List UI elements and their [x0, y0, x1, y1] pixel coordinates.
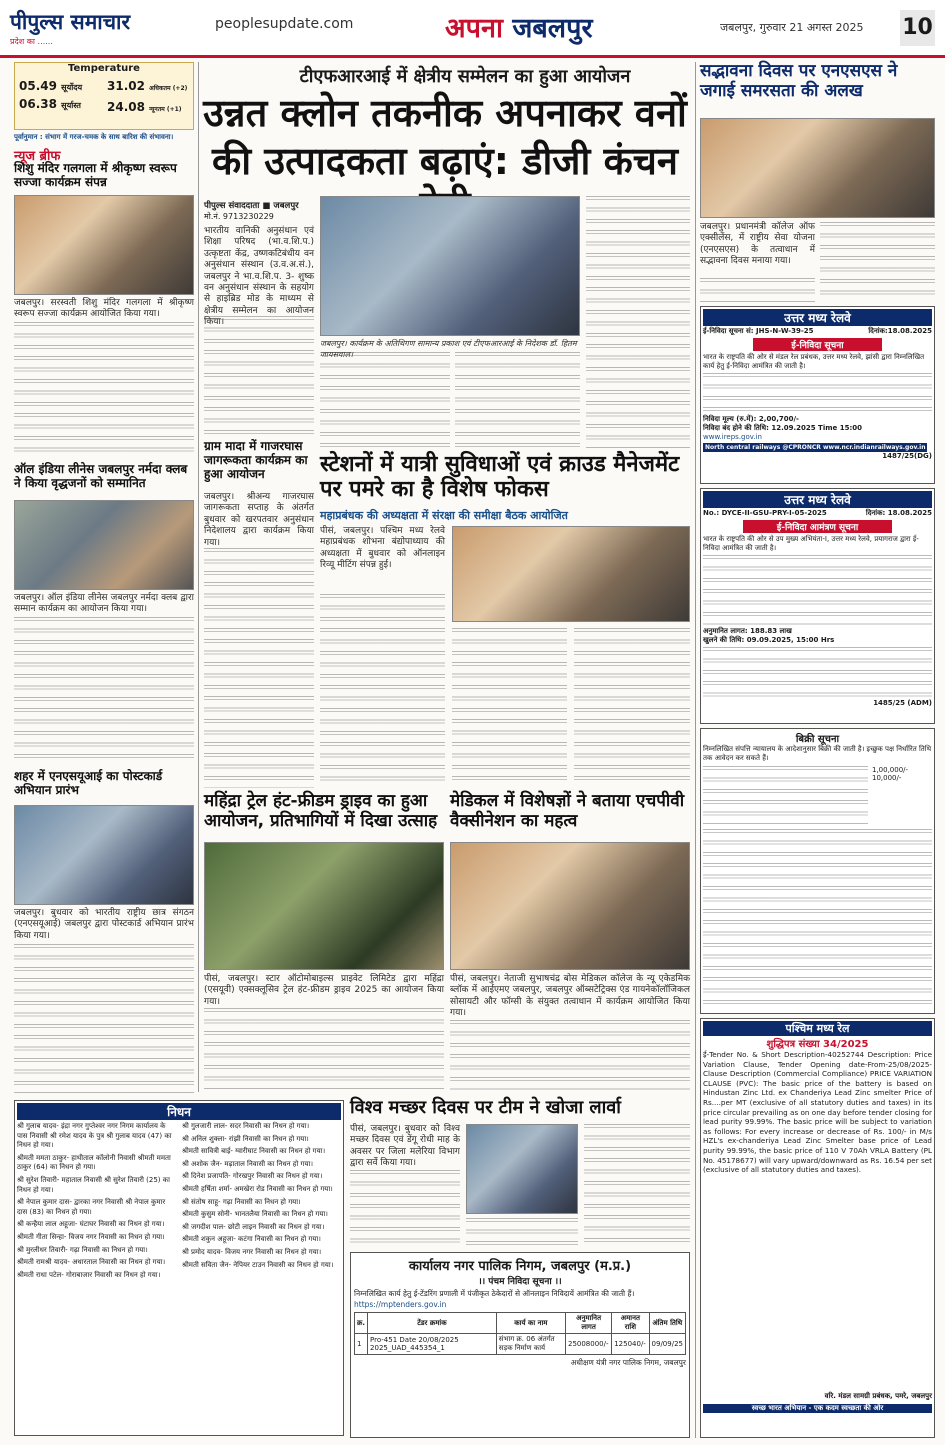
obituary-item: श्री दिनेश प्रजापति- गोरखपुर निवासी का निधन हो गया। [182, 1172, 323, 1181]
obituary-item: श्री गुलजारी लाल- सदर निवासी का निधन हो गया। [182, 1122, 310, 1130]
municipal-title: कार्यालय नगर पालिक निगम, जबलपुर (म.प्र.) [408, 1259, 632, 1274]
municipal-header-cell: अनुमानित लागत [565, 1313, 611, 1334]
obituary-box [14, 1100, 344, 1436]
obituary-title: निधन [17, 1103, 341, 1120]
medical-body [450, 1020, 690, 1090]
mahindra-body [204, 1008, 444, 1090]
corr-sign: वरि. मंडल सामग्री प्रबंधक, पमरे, जबलपुर [824, 1392, 932, 1400]
obituary-item: श्रीमती सविता जैन- नेपियर टाउन निवासी का निधन हो गया। [182, 1260, 334, 1269]
lead-col-5 [586, 196, 690, 448]
ncr1-code: 1487/25(DG) [882, 452, 932, 460]
municipal-body: निम्नलिखित कार्य हेतु ई-टेंडरिंग प्रणाली में पंजीकृत ठेकेदारों से ऑनलाइन निविदायें आमंत्रित की जाती हैं। [354, 1289, 635, 1298]
ncr2-band: ई-निविदा आमंत्रण सूचना [743, 520, 892, 533]
mahindra-lead: पीसं, जबलपुर। स्टार ऑटोमोबाइल्स प्राइवेट लिमिटेड द्वारा महिंद्रा (एसयूवी) एक्सक्लूसिव ट्रेल हंट-फ्रीडम ड्राइव 2025 का आयोजन किया गया। [204, 974, 444, 1007]
sale-header: बिक्री सूचना [795, 734, 840, 745]
brief-2-body [14, 617, 194, 765]
corrigendum-notice [700, 1018, 935, 1438]
rail-lead: पीसं, जबलपुर। पश्चिम मध्य रेलवे महाप्रबंधक शोभना बंद्योपाध्याय की अध्यक्षता में बुधवार को ऑनलाइन रिव्यू मीटिंग संपन्न हुई। [320, 526, 445, 571]
brief-3-body [14, 944, 194, 1094]
municipal-cell: 09/09/25 [649, 1334, 685, 1355]
page-number: 10 [900, 10, 935, 46]
ncr1-ref: ई-निविदा सूचना सं: JHS-N-W-39-25 [703, 327, 814, 335]
column-rule-left [198, 62, 199, 1092]
sadbhavna-lead: जबलपुर। प्रधानमंत्री कॉलेज ऑफ एक्सीलेंस, में राष्ट्रीय सेवा योजना (एनएसएस) के तत्वाधान में सद्भावना दिवस मनाया गया। [700, 222, 815, 267]
sale-table [703, 766, 868, 826]
corr-title: शुद्धिपत्र संख्या 34/2025 [766, 1039, 869, 1050]
municipal-cell: Pro-451 Date 20/08/2025 2025_UAD_445354_1 [368, 1334, 497, 1355]
newspaper-logo: पीपुल्स समाचार प्रदेश का ...... [10, 10, 131, 46]
municipal-header-cell: क्र. [355, 1313, 368, 1334]
weather-title: Temperature [68, 63, 140, 74]
obituary-item: श्रीमती शकुन अहूजा- कटंगा निवासी का निधन हो गया। [182, 1235, 321, 1244]
obituary-item: श्री नेपाल कुमार दास- द्वारका नगर निवासी श्री नेपाल कुमार दास (83) का निधन हो गया। [17, 1198, 166, 1216]
lead-byline: पीपुल्स संवाददाता ■ जबलपुर [204, 201, 299, 211]
ncr2-amount: अनुमानित लागत: 188.83 लाख [703, 627, 792, 635]
mosquito-body-1 [350, 1170, 460, 1248]
ncr2-ref: No.: DYCE-II-GSU-PRY-I-05-2025 [703, 509, 827, 517]
municipal-sign: अधीक्षण यंत्री नगर पालिक निगम, जबलपुर [570, 1358, 686, 1367]
lead-photo [320, 196, 580, 336]
municipal-header-cell: अंतिम तिथि [649, 1313, 685, 1334]
municipal-header-cell: कार्य का नाम [496, 1313, 565, 1334]
lead-title-1[interactable]: उन्नत क्लोन तकनीक अपनाकर वनों [203, 91, 687, 135]
column-rule-right [695, 62, 696, 1438]
municipal-notice [350, 1252, 690, 1438]
municipal-cell: 125040/- [612, 1334, 649, 1355]
corr-footer: स्वच्छ भारत अभियान - एक कदम स्वच्छता की ओर [703, 1404, 932, 1413]
section-title: अपना जबलपुर [445, 13, 593, 44]
sale-emd: 10,000/- [872, 774, 902, 782]
municipal-table [354, 1312, 686, 1355]
site-url[interactable]: peoplesupdate.com [215, 16, 354, 32]
ncr2-date: दिनांक: 18.08.2025 [865, 509, 932, 517]
lead-body: भारतीय वानिकी अनुसंधान एवं शिक्षा परिषद (भा.व.शि.प.) उत्कृष्टता केंद्र, उष्णकटिबंधीय वन अनुसंधान संस्थान (उ.व.अ.सं.), जबलपुर ने भा.व.शि.प. 3- शुष्क वन अनुसंधान संस्थान के सहयोग से हाइब्रिड मोड के माध्यम से क्षेत्रीय सम्मेलन का आयोजन किया। [204, 226, 314, 328]
sadbhavna-body-2 [820, 222, 935, 302]
obituary-item: श्रीमती हर्षिता शर्मा- अमखेरा रोड निवासी का निधन हो गया। [182, 1184, 333, 1193]
ncr2-body: भारत के राष्ट्रपति की ओर से उप मुख्य अभियंता-I, उत्तर मध्य रेलवे, प्रयागराज द्वारा ई-निविदा आमंत्रित की जाती है। [703, 535, 919, 552]
ncr2-close: खुलने की तिथि: 09.09.2025, 15:00 Hrs [703, 636, 835, 644]
sunset-time: 06.38 [19, 97, 57, 111]
ncr2-details [703, 555, 932, 625]
medical-lead: पीसं, जबलपुर। नेताजी सुभाषचंद्र बोस मेडिकल कॉलेज के न्यू एकेडमिक ब्लॉक में आईएमए जबलपुर, जबलपुर ऑब्सटेट्रिक्स एंड गायनेकॉलॉजिकल सोसायटी और फॉग्सी के संयुक्त तत्वाधान में कार्यक्रम आयोजित किया गया। [450, 974, 690, 1019]
obituary-item: श्री प्रमोद यादव- विजय नगर निवासी का निधन हो गया। [182, 1247, 322, 1256]
municipal-site[interactable]: https://mptenders.gov.in [354, 1300, 447, 1309]
sale-notice [700, 728, 935, 1014]
ncr1-header: उत्तर मध्य रेलवे [703, 309, 932, 326]
lead-body-cont [204, 316, 314, 436]
sadbhavna-body-1 [700, 278, 815, 302]
obituary-item: श्रीमती ममता ठाकुर- हाथीताल कॉलोनी निवासी श्रीमती ममता ठाकुर (64) का निधन हो गया। [17, 1153, 171, 1172]
ncr1-details [703, 373, 932, 413]
ncr1-footer: North central railways @CPRONCR www.ncr.indianrailways.gov.in [705, 444, 926, 451]
obituary-item: श्री सुरेश तिवारी- महाताल निवासी श्री सुरेश तिवारी (25) का निधन हो गया। [17, 1175, 170, 1194]
municipal-cell: संभाग क्र. 06 अंतर्गत सड़क निर्माण कार्य [496, 1334, 565, 1355]
brief-3-title[interactable]: शहर में एनएसयूआई का पोस्टकार्ड अभियान प्रारंभ [14, 769, 163, 797]
obituary-item: श्री अनिल शुक्ला- रांझी निवासी का निधन हो गया। [182, 1134, 309, 1143]
obituary-item: श्री मुरलीधर तिवारी- गढ़ा निवासी का निधन हो गया। [17, 1245, 148, 1254]
max-label: अधिकतम (+2) [149, 85, 188, 92]
obituary-item: श्रीमती राधा पटेल- गोराबाजार निवासी का निधन हो गया। [17, 1270, 161, 1279]
rail-photo [452, 526, 690, 622]
sale-price: 1,00,000/- [872, 766, 909, 774]
obituary-list [17, 1122, 341, 1434]
rail-body-1 [320, 594, 445, 784]
obituary-item: श्रीमती सावित्री बाई- ग्वारीघाट निवासी का निधन हो गया। [182, 1147, 326, 1156]
corr-header: पश्चिम मध्य रेल [703, 1021, 932, 1036]
lead-title-2[interactable]: की उत्पादकता बढ़ाएं: डीजी कंचन [212, 139, 678, 183]
sale-terms [703, 829, 932, 1009]
sunset-label: सूर्यास्त [61, 101, 81, 110]
mahindra-photo [204, 842, 444, 970]
lead-col-3 [320, 352, 450, 448]
obituary-item: श्री कन्हैया लाल अहूजा- घंटाघर निवासी का निधन हो गया। [17, 1220, 165, 1229]
forecast-line: पूर्वानुमान : संभाग में गरज-चमक के साथ बारिश की संभावना। [14, 133, 174, 141]
ncr1-amount: निविदा मूल्य (रु.में): 2,00,700/- [703, 415, 799, 423]
obituary-item: श्री गुलाब यादव- इंद्रा नगर गुप्तेश्वर नगर निगम कार्यालय के पास निवासी श्री रमेश यादव के पुत्र श्री गुलाब यादव (47) का निधन हो गया। [17, 1122, 172, 1150]
brief-1-body [14, 322, 194, 457]
min-label: न्यूनतम (+1) [149, 106, 182, 113]
obituary-item: श्री जगदीश पाल- छोटी लाइन निवासी का निधन हो गया। [182, 1222, 325, 1231]
ncr2-header: उत्तर मध्य रेलवे [703, 491, 932, 508]
obituary-item: श्रीमती कुसुम सोनी- भानतलैया निवासी का निधन हो गया। [182, 1210, 328, 1219]
ncr2-code: 1485/25 (ADM) [873, 699, 932, 707]
lead-col-4 [455, 352, 580, 448]
rail-body-2 [452, 628, 567, 784]
mosquito-lead: पीसं, जबलपुर। बुधवार को विश्व मच्छर दिवस एवं डेंगू रोधी माह के अवसर पर जिला मलेरिया विभाग द्वारा सर्वे किया गया। [350, 1124, 460, 1169]
obituary-item: श्री संतोष साहू- गढ़ा निवासी का निधन हो गया। [182, 1197, 301, 1206]
ncr1-close: निविदा बंद होने की तिथि: 12.09.2025 Time 15:00 [703, 424, 862, 432]
village-title[interactable]: ग्राम मादा में गाजरघास जागरूकता कार्यक्रम का हुआ आयोजन [204, 439, 308, 481]
obituary-item: श्री अशोक जैन- मढ़ाताल निवासी का निधन हो गया। [182, 1159, 313, 1168]
sunrise-label: सूर्योदय [61, 83, 83, 92]
municipal-header-cell: अमानत राशि [612, 1313, 649, 1334]
brief-2-photo [14, 500, 194, 590]
medical-photo [450, 842, 690, 970]
brief-3-lead: जबलपुर। बुधवार को भारतीय राष्ट्रीय छात्र संगठन (एनएसयूआई) जबलपुर द्वारा पोस्टकार्ड अभियान प्रारंभ किया गया। [14, 908, 194, 941]
municipal-cell: 1 [355, 1334, 368, 1355]
brief-2-lead: जबलपुर। ऑल इंडिया लीनेस जबलपुर नर्मदा क्लब द्वारा सम्मान कार्यक्रम का आयोजन किया गया। [14, 593, 194, 615]
village-body [204, 548, 314, 788]
sadbhavna-title[interactable]: सद्भावना दिवस पर एनएसएस ने जगाई समरसता की अलख [700, 61, 898, 101]
ncr1-band: ई-निविदा सूचना [753, 338, 882, 351]
max-temp: 31.02 [107, 79, 145, 93]
weather-box [14, 62, 194, 130]
obituary-item: श्रीमती रामश्री यादव- अधारताल निवासी का निधन हो गया। [17, 1258, 166, 1267]
ncr1-body: भारत के राष्ट्रपति की ओर से मंडल रेल प्रबंधक, उत्तर मध्य रेलवे, झांसी द्वारा निम्नलिखित कार्य हेतु ई-निविदा आमंत्रित की जाती है। [703, 353, 925, 370]
obituary-item: श्रीमती गीता सिन्हा- विजय नगर निवासी का निधन हो गया। [17, 1232, 165, 1241]
ncr2-terms [703, 647, 932, 697]
rail-deck: महाप्रबंधक की अध्यक्षता में संरक्षा की समीक्षा बैठक आयोजित [320, 509, 568, 522]
municipal-header-cell: टेंडर क्रमांक [368, 1313, 497, 1334]
mosquito-photo [466, 1124, 578, 1214]
ncr-notice-1 [700, 306, 935, 484]
masthead [0, 0, 945, 58]
mosquito-body-3 [584, 1124, 690, 1248]
brief-1-photo [14, 195, 194, 295]
municipal-cell: 25008000/- [565, 1334, 611, 1355]
medical-title[interactable]: मेडिकल में विशेषज्ञों ने बताया एचपीवी वैक्सीनेशन का महत्व [450, 791, 685, 831]
municipal-sub: ।। पंचम निविदा सूचना ।। [478, 1277, 562, 1287]
lead-mobile: मो.नं. 9713230229 [204, 212, 274, 221]
corr-body: ई-Tender No. & Short Description-40252744 Description: Price Variation Clause, Tender Opening date-From-25/08/2025- Clause Description (Commercial Compliance) PRICE VARIATION CLAUSE (PVC): The basic price of the battery is based on Hindustan Zinc Ltd. ex Chanderiya Lead Zinc smelter Price of Rs....per MT (exclusive of all statutory duties and taxes) in its price circular prevailing as on one day before tender closing for lead purity 99.99%. The basic price will be subject to variation as follows: For every increase or decrease of Rs. 100/- in M/s HZL's ex-chanderiya Lead Zinc Smelter base price of Lead purity 99.99%, the basic price of 110 V 70Ah VRLA Battery (PL No. 45178677) will vary upward/downward as Rs. 16.54 per set (exclusive of all statutory duties and taxes). [703, 1050, 932, 1175]
sadbhavna-photo [700, 118, 935, 218]
sunrise-time: 05.49 [19, 79, 57, 93]
rail-title[interactable]: स्टेशनों में यात्री सुविधाओं एवं क्राउड मैनेजमेंट पर पमरे का है विशेष फोकस [320, 452, 680, 503]
brief-1-title[interactable]: शिशु मंदिर गलगला में श्रीकृष्ण स्वरूप सज्जा कार्यक्रम संपन्न [14, 161, 177, 189]
brief-1-lead: जबलपुर। सरस्वती शिशु मंदिर गलगला में श्रीकृष्ण स्वरूप सज्जा कार्यक्रम आयोजित किया गया। [14, 298, 194, 320]
mosquito-title[interactable]: विश्व मच्छर दिवस पर टीम ने खोजा लार्वा [350, 1097, 621, 1118]
min-temp: 24.08 [107, 100, 145, 114]
lead-caption: जबलपुर। कार्यक्रम के अतिथिगण सामान्य प्रकाश एवं टीएफआरआई के निदेशक डॉ. हितम जायसवाल। [320, 339, 577, 359]
rail-body-3 [574, 628, 690, 784]
mosquito-body-2 [466, 1218, 578, 1248]
ncr1-site[interactable]: www.ireps.gov.in [703, 433, 762, 441]
news-brief-label: न्यूज ब्रीफ [14, 149, 61, 164]
brief-2-title[interactable]: ऑल इंडिया लीनेस जबलपुर नर्मदा क्लब ने किया वृद्धजनों को सम्मानित [14, 462, 188, 490]
ncr1-date: दिनांक:18.08.2025 [868, 327, 932, 335]
ncr-notice-2 [700, 488, 935, 724]
dateline: जबलपुर, गुरुवार 21 अगस्त 2025 [720, 21, 864, 34]
village-lead: जबलपुर। श्रीअन्य गाजरघास जागरूकता सप्ताह के अंतर्गत बुधवार को खरपतवार अनुसंधान निदेशालय द्वारा कार्यक्रम किया गया। [204, 492, 314, 548]
mahindra-title[interactable]: महिंद्रा ट्रेल हंट-फ्रीडम ड्राइव का हुआ आयोजन, प्रतिभागियों में दिखा उत्साह [204, 791, 438, 831]
brief-3-photo [14, 805, 194, 905]
sale-body: निम्नलिखित संपत्ति न्यायालय के आदेशानुसार बिक्री की जाती है। इच्छुक पक्ष निर्धारित तिथि तक आवेदन कर सकते हैं। [703, 745, 932, 762]
lead-kicker: टीएफआरआई में क्षेत्रीय सम्मेलन का हुआ आयोजन [299, 66, 631, 87]
